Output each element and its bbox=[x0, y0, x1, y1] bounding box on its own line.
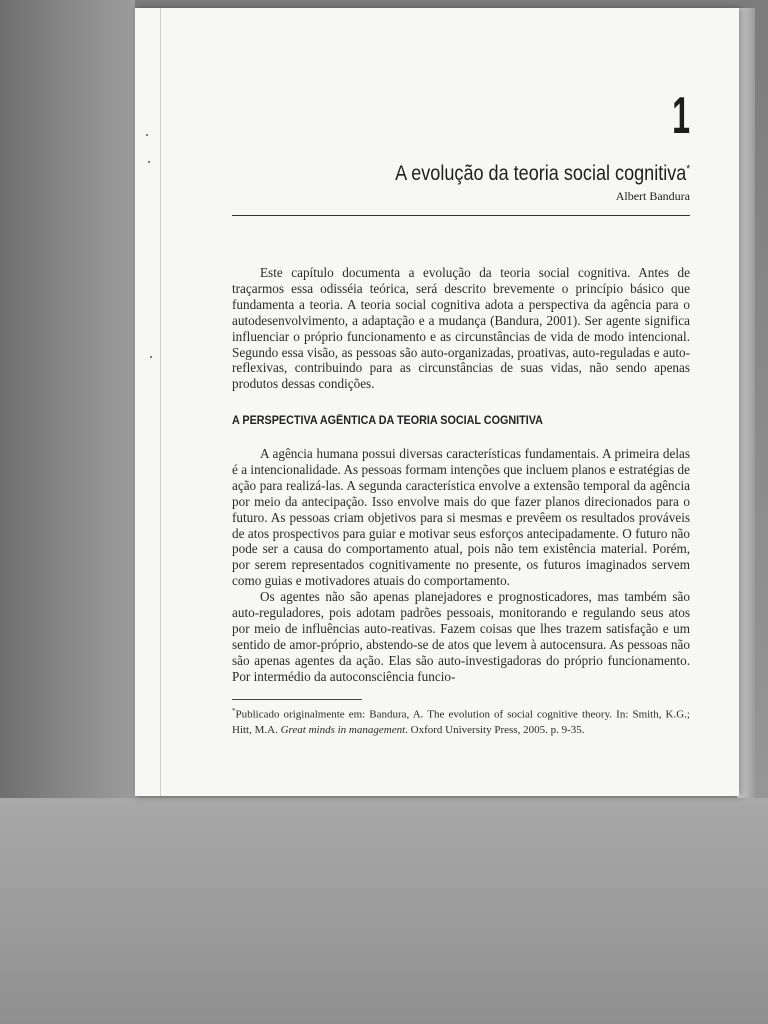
chapter-number: 1 bbox=[672, 87, 690, 145]
scan-speck bbox=[148, 161, 150, 163]
scan-background-bottom bbox=[0, 798, 768, 1024]
title-divider bbox=[232, 215, 690, 216]
footnote-text-end: . Oxford University Press, 2005. p. 9-35. bbox=[405, 724, 585, 737]
page-edge bbox=[737, 8, 755, 798]
chapter-title-text: A evolução da teoria social cognitiva bbox=[395, 162, 687, 185]
chapter-title bbox=[355, 156, 690, 187]
scan-speck bbox=[150, 356, 152, 358]
page-gutter bbox=[160, 8, 161, 796]
section-heading: A PERSPECTIVA AGÊNTICA DA TEORIA SOCIAL COGNITIVA bbox=[232, 414, 543, 427]
footnote bbox=[232, 704, 690, 739]
scan-speck bbox=[146, 134, 148, 136]
intro-paragraph: Este capítulo documenta a evolução da teoria social cognitiva. Antes de traçarmos essa odisséia teórica, será descrito brevemente o princípio básico que fundamenta a teoria. A teoria social cognitiva adota a perspectiva da agência para o autodesenvolvimento, a adaptação e a mudança (Bandura, 2001). Ser agente significa influenciar o próprio funcionamento e as circunstâncias de vida de modo intencional. Segundo essa visão, as pessoas são auto-organizadas, proativas, auto-reguladas e auto-reflexivas, contribuindo para as circunstâncias de suas vidas, não sendo apenas produtos dessas condições. bbox=[232, 265, 690, 392]
chapter-author: Albert Bandura bbox=[615, 189, 690, 203]
chapter-title-footnote-mark: * bbox=[686, 163, 690, 175]
footnote-text-start: Publicado originalmente em: Bandura, A. The evolution of social cognitive theory. In: Smith, K.G.; Hitt, M.A. bbox=[232, 708, 690, 737]
footnote-book-title: Great minds in management bbox=[280, 724, 406, 737]
footnote-mark: * bbox=[232, 707, 236, 715]
body-paragraph-2: Os agentes não são apenas planejadores e prognosticadores, mas também são auto-reguladores, pois adotam padrões pessoais, monitorando e regulando seus atos por meio de influências auto-reativas. Fazem coisas que lhes trazem satisfação e um sentido de amor-próprio, abstendo-se de atos que levem à autocensura. As pessoas não são apenas agentes da ação. Elas são auto-investigadoras do próprio funcionamento. Por intermédio da autoconsciência funcio- bbox=[232, 589, 690, 684]
body-paragraph-1: A agência humana possui diversas características fundamentais. A primeira delas é a intencionalidade. As pessoas formam intenções que incluem planos e estratégias de ação para realizá-las. A segunda característica envolve a extensão temporal da agência por meio da antecipação. Isso envolve mais do que fazer planos direcionados para o futuro. As pessoas criam objetivos para si mesmas e prevêem os resultados prováveis de atos prospectivos para guiar e motivar seus esforços antecipadamente. O futuro não pode ser a causa do comportamento atual, pois não tem existência material. Porém, por serem representados cognitivamente no presente, os futuros imaginados servem como guias e motivadores atuais do comportamento. bbox=[232, 446, 690, 589]
footnote-divider bbox=[232, 699, 362, 700]
